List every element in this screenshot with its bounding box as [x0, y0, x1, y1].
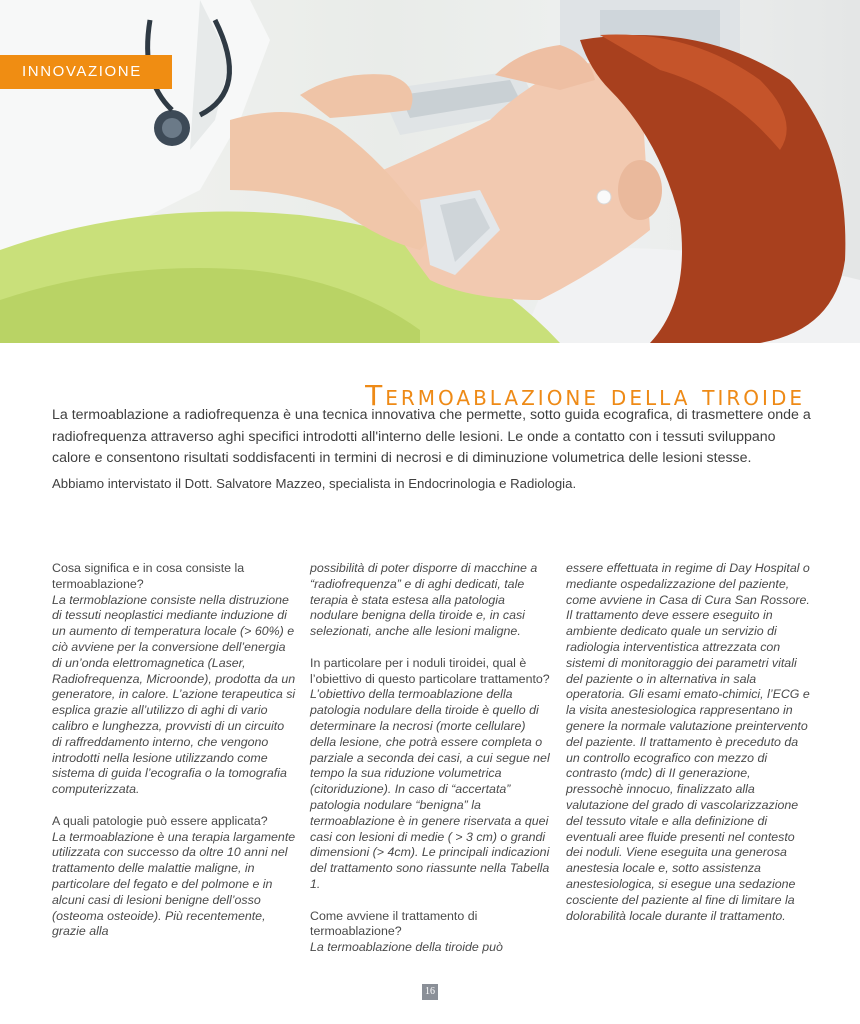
intro-paragraph: La termoablazione a radiofrequenza è una tecnica innovativa che permette, sotto guida ecografica, di trasmettere onde a radiofrequenza attraverso aghi specifici introdotti all'interno delle lesioni. Le onde a contatto con i tessuti sviluppano calore e consentono risultati soddisfacenti in termini di necrosi e di diminuzione volumetrica delle lesioni stesse. — [52, 407, 811, 466]
answer-text: La termoablazione è una terapia largamente utilizzata con successo da oltre 10 anni nel trattamento delle malattie maligne, in particolare del fegato e del polmone e in alcuni casi di lesioni benigne dell’osso (osteoma osteoide). Più recentemente, grazie alla — [52, 829, 296, 939]
hero-photo — [0, 0, 860, 343]
answer-text: L’obiettivo della termoablazione della patologia nodulare della tiroide è quello di determinare la necrosi (morte cellulare) della lesione, che potrà essere completa o parziale a seconda dei casi, a cui segue nel tempo la sua riduzione volumetrica (citoriduzione). In caso di “accertata” patologia nodulare “benigna” la termoablazione è in genere riservata a quei casi con lesioni di medie ( > 3 cm) o grandi dimensioni (> 4cm). Le principali indicazioni del trattamento sono riassunte nella Tabella 1. — [310, 687, 550, 891]
text-column-3 — [566, 561, 811, 940]
question-text: A quali patologie può essere applicata? — [52, 813, 268, 828]
question-text: Cosa significa e in cosa consiste la termoablazione? — [52, 561, 245, 591]
answer-text: La termoablazione della tiroide può — [310, 940, 503, 955]
article-title: Termoablazione della tiroide — [365, 378, 805, 412]
page-number: 16 — [422, 984, 438, 1000]
question-text: Come avviene il trattamento di termoablazione? — [310, 908, 478, 939]
byline: Abbiamo intervistato il Dott. Salvatore Mazzeo, specialista in Endocrinologia e Radiologia. — [52, 476, 577, 491]
answer-text: La termoblazione consiste nella distruzione di tessuti neoplastici mediante induzione di un aumento di temperatura locale (> 60%) e ciò avviene per la conversione dell’energia di un’onda elettromagnetica (Laser, Radiofrequenza, Microonde), prodotta da un generatore, in calore. L’azione terapeutica si esplica grazie all’utilizzo di aghi di vario calibro e lunghezza, provvisti di un circuito di raffreddamento interno, che vengono introdotti nella lesione utilizzando come sistema di guida l’ecografia o la tomografia computerizzata. — [52, 592, 296, 797]
section-tag: INNOVAZIONE — [0, 55, 172, 89]
text-column-1 — [52, 561, 297, 956]
question-text: In particolare per i noduli tiroidei, qual è l’obiettivo di questo particolare trattamento? — [310, 655, 550, 686]
ultrasound-photo-illustration — [0, 0, 860, 343]
answer-text: possibilità di poter disporre di macchine a “radiofrequenza” e di aghi dedicati, tale terapia è stata estesa alla patologia nodulare benigna della tiroide e, in casi selezionati, anche alle lesioni maligne. — [310, 561, 538, 639]
answer-text: essere effettuata in regime di Day Hospital o mediante ospedalizzazione del paziente, come avviene in Casa di Cura San Rossore. Il trattamento deve essere eseguito in ambiente dedicato quale un servizio di radiologia interventistica attrezzata con sistemi di monitoraggio dei parametri vitali del paziente o in alternativa in sala operatoria. Gli esami emato-chimici, l’ECG e la visita anestesiologica rappresentano in genere la normale valutazione preintervento del paziente. Il trattamento è preceduto da un controllo ecografico con mezzo di contrasto (mdc) di II generazione, pressochè innocuo, finalizzato alla valutazione del grado di vascolarizzazione del tessuto vitale e alla definizione di eventuali aree fluide presenti nel contesto dei noduli. Viene eseguita una generosa anestesia locale e, sotto assistenza anestesiologica, si esegue una sedazione cosciente del paziente al fine di limitare la dolorabilità locale durante il trattamento. — [566, 561, 810, 923]
text-column-2 — [310, 561, 555, 972]
